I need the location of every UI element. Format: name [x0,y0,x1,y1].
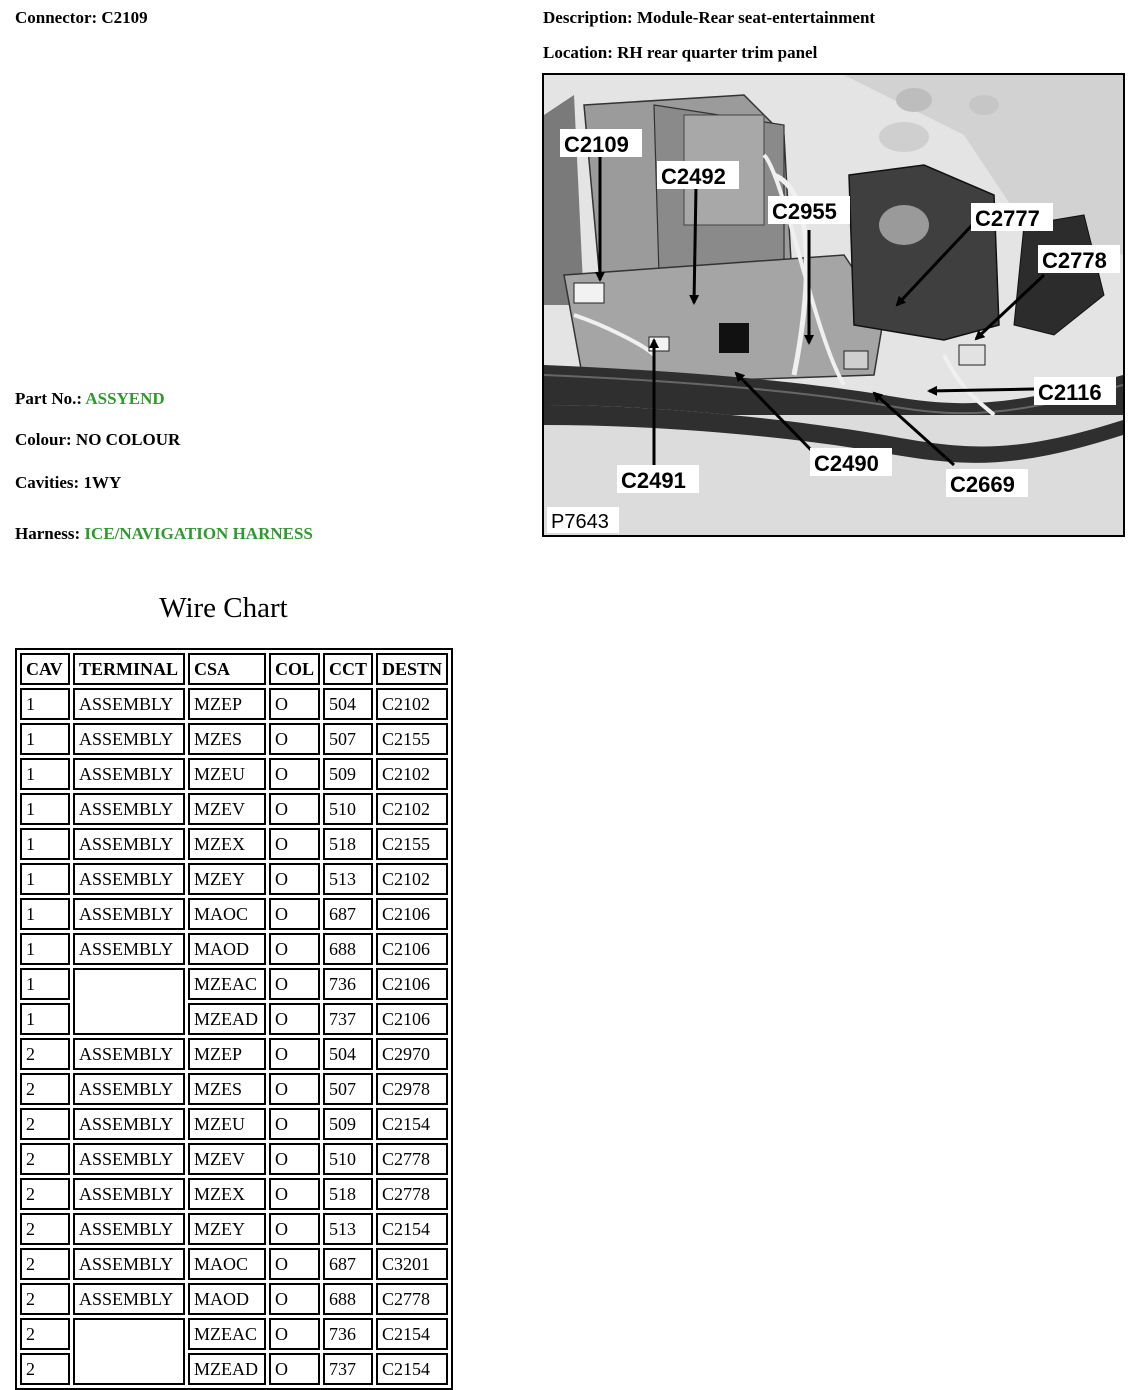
connector-value: C2109 [101,8,148,27]
header-cav: CAV [20,653,70,685]
table-row [20,828,448,860]
cell-cct: 507 [323,723,373,755]
cell-csa: MAOC [188,898,266,930]
description-label: Description: [543,8,633,27]
cell-col: O [269,1178,320,1210]
cell-terminal: ASSEMBLY [73,688,185,720]
part-number-link[interactable]: ASSYEND [85,389,165,408]
cell-cav: 1 [20,828,70,860]
cell-terminal: ASSEMBLY [73,933,185,965]
cell-col: O [269,1248,320,1280]
cell-cct: 687 [323,1248,373,1280]
cell-csa: MZEU [188,1108,266,1140]
cell-csa: MZEAD [188,1003,266,1035]
cell-destn: C2154 [376,1318,448,1350]
cell-cct: 509 [323,1108,373,1140]
cell-csa: MZES [188,1073,266,1105]
cell-destn: C2106 [376,933,448,965]
cell-csa: MAOD [188,1283,266,1315]
cell-cav: 1 [20,758,70,790]
cell-col: O [269,1318,320,1350]
table-row [20,1318,448,1350]
cell-terminal: ASSEMBLY [73,828,185,860]
cell-cct: 504 [323,688,373,720]
cell-terminal: ASSEMBLY [73,1038,185,1070]
cell-cav: 2 [20,1213,70,1245]
cell-terminal: ASSEMBLY [73,1178,185,1210]
cell-csa: MZES [188,723,266,755]
cell-col: O [269,1353,320,1385]
table-row [20,758,448,790]
cell-destn: C2970 [376,1038,448,1070]
cell-cct: 504 [323,1038,373,1070]
cell-cct: 687 [323,898,373,930]
cell-cct: 513 [323,1213,373,1245]
location-value: RH rear quarter trim panel [617,43,818,62]
header-col: COL [269,653,320,685]
callout-c2491: C2491 [621,468,686,493]
cell-terminal [73,1318,185,1385]
table-row [20,1283,448,1315]
table-row [20,1213,448,1245]
cell-cav: 1 [20,723,70,755]
cell-cav: 2 [20,1283,70,1315]
cell-col: O [269,898,320,930]
cell-cav: 1 [20,898,70,930]
cell-cct: 518 [323,828,373,860]
table-row [20,1038,448,1070]
cell-destn: C2106 [376,968,448,1000]
cell-destn: C2778 [376,1283,448,1315]
cell-cct: 736 [323,1318,373,1350]
figure-id: P7643 [551,511,609,533]
cavities-value: 1WY [83,473,122,492]
description-line [543,8,875,28]
cell-cct: 507 [323,1073,373,1105]
callout-c2109: C2109 [564,132,629,157]
cell-destn: C2155 [376,828,448,860]
cell-cct: 510 [323,793,373,825]
cell-col: O [269,1143,320,1175]
table-row [20,968,448,1000]
cell-col: O [269,758,320,790]
table-row [20,1248,448,1280]
table-row [20,793,448,825]
cell-destn: C2154 [376,1353,448,1385]
description-value: Module-Rear seat-entertainment [636,8,876,27]
cell-csa: MZEV [188,1143,266,1175]
cell-destn: C2154 [376,1213,448,1245]
cell-destn: C3201 [376,1248,448,1280]
location-diagram [542,73,1125,537]
cell-cct: 688 [323,1283,373,1315]
cell-cav: 2 [20,1038,70,1070]
cell-cav: 2 [20,1073,70,1105]
cell-cav: 1 [20,1003,70,1035]
wire-chart-title: Wire Chart [159,592,288,624]
cell-terminal: ASSEMBLY [73,1283,185,1315]
cell-csa: MAOC [188,1248,266,1280]
cell-cav: 1 [20,933,70,965]
part-number-label: Part No.: [15,389,83,408]
cell-cav: 2 [20,1248,70,1280]
cell-destn: C2102 [376,793,448,825]
cell-destn: C2102 [376,758,448,790]
cell-terminal: ASSEMBLY [73,898,185,930]
cell-col: O [269,1073,320,1105]
cell-csa: MZEAC [188,968,266,1000]
colour-label: Colour: [15,430,72,449]
cell-terminal: ASSEMBLY [73,1248,185,1280]
cell-csa: MZEU [188,758,266,790]
cell-terminal [73,968,185,1035]
cell-csa: MZEV [188,793,266,825]
cell-cav: 1 [20,863,70,895]
cell-cav: 2 [20,1318,70,1350]
cell-col: O [269,1108,320,1140]
cell-cct: 736 [323,968,373,1000]
cell-destn: C2102 [376,688,448,720]
table-row [20,723,448,755]
cell-destn: C2778 [376,1143,448,1175]
cell-cav: 1 [20,793,70,825]
cell-col: O [269,793,320,825]
cell-col: O [269,723,320,755]
cavities-label: Cavities: [15,473,80,492]
cell-col: O [269,1213,320,1245]
cell-col: O [269,863,320,895]
harness-line [15,524,313,544]
cell-csa: MZEP [188,1038,266,1070]
table-row [20,1178,448,1210]
table-row [20,1073,448,1105]
callout-c2669: C2669 [950,472,1015,497]
callout-c2492: C2492 [661,164,726,189]
table-row [20,688,448,720]
cell-csa: MZEAD [188,1353,266,1385]
cell-csa: MZEY [188,1213,266,1245]
connector-line [15,8,148,28]
callout-c2778: C2778 [1042,248,1107,273]
colour-line [15,430,180,450]
cell-cct: 737 [323,1353,373,1385]
wire-chart-table [15,648,453,1390]
cell-csa: MZEP [188,688,266,720]
cell-terminal: ASSEMBLY [73,758,185,790]
cell-col: O [269,1283,320,1315]
cell-csa: MZEX [188,1178,266,1210]
cell-cct: 518 [323,1178,373,1210]
table-row [20,863,448,895]
callout-c2955: C2955 [772,199,837,224]
cell-csa: MZEX [188,828,266,860]
cell-destn: C2155 [376,723,448,755]
cell-destn: C2154 [376,1108,448,1140]
cell-cav: 2 [20,1108,70,1140]
table-row [20,1143,448,1175]
cell-terminal: ASSEMBLY [73,793,185,825]
cell-terminal: ASSEMBLY [73,1143,185,1175]
cell-col: O [269,1003,320,1035]
cell-csa: MAOD [188,933,266,965]
wire-chart-body [20,688,448,1385]
location-label: Location: [543,43,613,62]
header-cct: CCT [323,653,373,685]
cell-cct: 510 [323,1143,373,1175]
cell-terminal: ASSEMBLY [73,723,185,755]
part-number-line [15,389,165,409]
location-line [543,43,817,63]
cell-cav: 2 [20,1353,70,1385]
callout-c2777: C2777 [975,206,1040,231]
table-header-row [20,653,448,685]
cell-terminal: ASSEMBLY [73,1213,185,1245]
cell-cct: 737 [323,1003,373,1035]
cell-terminal: ASSEMBLY [73,1073,185,1105]
cell-cav: 2 [20,1178,70,1210]
cell-terminal: ASSEMBLY [73,1108,185,1140]
header-destn: DESTN [376,653,448,685]
table-row [20,1108,448,1140]
cell-csa: MZEY [188,863,266,895]
table-row [20,898,448,930]
cell-destn: C2106 [376,1003,448,1035]
cell-col: O [269,933,320,965]
cell-cct: 509 [323,758,373,790]
header-terminal: TERMINAL [73,653,185,685]
cavities-line [15,473,121,493]
callout-c2490: C2490 [814,451,879,476]
header-csa: CSA [188,653,266,685]
cell-cct: 513 [323,863,373,895]
callout-c2116: C2116 [1038,380,1102,405]
table-row [20,933,448,965]
cell-csa: MZEAC [188,1318,266,1350]
cell-terminal: ASSEMBLY [73,863,185,895]
cell-col: O [269,1038,320,1070]
cell-destn: C2778 [376,1178,448,1210]
cell-cav: 1 [20,688,70,720]
cell-cav: 1 [20,968,70,1000]
cell-destn: C2102 [376,863,448,895]
cell-destn: C2106 [376,898,448,930]
cell-cav: 2 [20,1143,70,1175]
connector-label: Connector: [15,8,98,27]
cell-col: O [269,828,320,860]
harness-link[interactable]: ICE/NAVIGATION HARNESS [84,524,313,543]
cell-cct: 688 [323,933,373,965]
harness-label: Harness: [15,524,81,543]
cell-destn: C2978 [376,1073,448,1105]
cell-col: O [269,968,320,1000]
cell-col: O [269,688,320,720]
colour-value: NO COLOUR [75,430,181,449]
